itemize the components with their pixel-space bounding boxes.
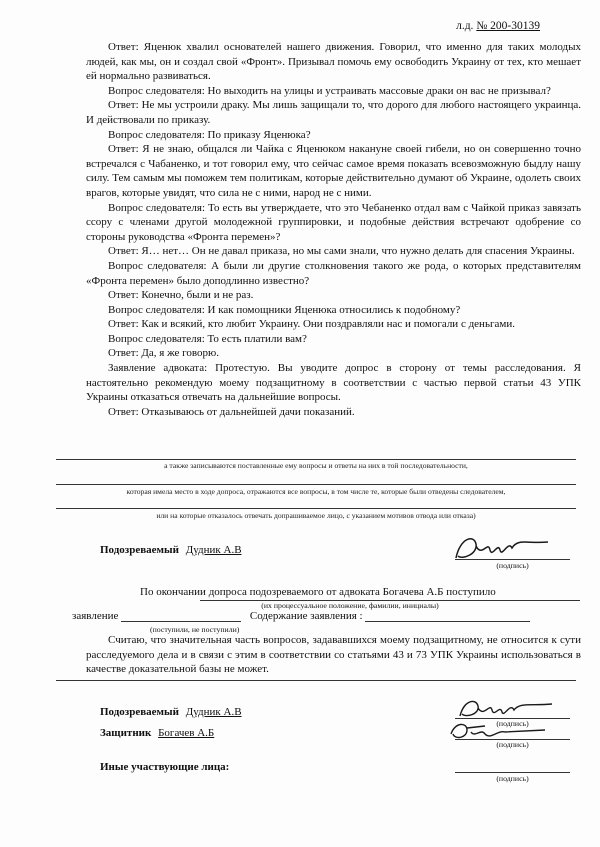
suspect-name: Дудник А.В	[185, 544, 242, 556]
form-note-line-3: или на которые отказалось отвечать допрашиваемое лицо, с указанием мотивов отвода или отказа)	[156, 511, 476, 520]
form-rule-line	[56, 484, 576, 485]
form-rule-line	[56, 459, 576, 460]
paragraph: Ответ: Конечно, были и не раз.	[108, 289, 254, 302]
statement-content-line	[365, 610, 530, 622]
paragraph: Ответ: Да, я же говорю.	[108, 347, 219, 360]
paragraph: Вопрос следователя: И как помощники Яценюка относились к подобному?	[108, 303, 461, 316]
paragraph: Вопрос следователя: То есть вы утверждаете, что это Чебаненко отдал вам с Чайкой приказ завязать ссору с членами другой молодежной группировки, и подобные действия встречают одобрение со стороны руководства «Фронта перемен»?	[86, 201, 581, 243]
statement-status-line	[121, 610, 241, 622]
lawyer-statement	[86, 633, 581, 677]
signature-line	[455, 772, 570, 773]
suspect-name: Дудник А.В	[185, 706, 242, 718]
case-reference-prefix: л.д.	[456, 20, 474, 32]
suspect-label: Подозреваемый	[100, 544, 179, 556]
paragraph: Ответ: Как и всякий, кто любит Украину. Они поздравляли нас и помогали с деньгами.	[108, 318, 515, 331]
case-reference-number: № 200-30139	[476, 20, 540, 32]
signature-caption: (подпись)	[496, 740, 529, 749]
interrogation-text	[86, 40, 581, 419]
paragraph: Ответ: Я… нет… Он не давал приказа, но мы сами знали, что нужно делать для спасения Украины.	[108, 245, 575, 258]
completion-caption: (их процессуальное положение, фамилии, инициалы)	[261, 601, 439, 610]
statement-status-caption: (поступили, не поступили)	[150, 625, 240, 634]
lawyer-statement-text: Считаю, что значительная часть вопросов, задававшихся моему подзащитному, не относится к сути расследуемого дела и в связи с этим в соответствии со статьями 43 и 73 УПК Украины использоваться в качестве доказательной базы не может.	[86, 634, 581, 676]
statement-row	[72, 610, 530, 622]
paragraph: Вопрос следователя: Но выходить на улицы и устраивать массовые драки он вас не призывал?	[108, 84, 551, 97]
defender-label: Защитник	[100, 727, 152, 739]
signature-line	[455, 559, 570, 560]
paragraph: Заявление адвоката: Протестую. Вы уводите допрос в сторону от темы расследования. Я настоятельно рекомендую моему подзащитному в соответствии с частью первой статьи 43 УПК Украины отказаться отвечать на дальнейшие вопросы.	[86, 362, 581, 404]
defender-name: Богачев А.Б	[158, 727, 215, 739]
paragraph: Ответ: Яценюк хвалил основателей нашего движения. Говорил, что именно для таких молодых людей, как мы, он и создал свой «Фронт». Призывал помочь ему освободить Украину от тех, кто мешает ей нормально развиваться.	[86, 41, 581, 83]
signature-caption: (подпись)	[496, 719, 529, 728]
paragraph: Ответ: Я не знаю, общался ли Чайка с Яценюком накануне своей гибели, но он совершенно точно встречался с Чабаненко, и тот говорил ему, что сейчас самое время показать всевозможную быдлу нашу силу. Тем самым мы поможем тем политикам, которые действительно думают об Украине, одолеть своих врагов, которые увидят, что сила не с ними, народ не с ними.	[86, 143, 581, 199]
completion-text: По окончании допроса подозреваемого от адвоката Богачева А.Б поступило	[140, 586, 496, 598]
others-label: Иные участвующие лица:	[100, 761, 230, 773]
paragraph: Вопрос следователя: По приказу Яценюка?	[108, 128, 311, 141]
case-reference	[456, 20, 540, 32]
form-rule-line	[56, 680, 576, 681]
suspect-label: Подозреваемый	[100, 706, 179, 718]
signature-caption: (подпись)	[496, 561, 529, 570]
statement-label: заявление	[72, 610, 119, 622]
paragraph: Ответ: Не мы устроили драку. Мы лишь защищали то, что дорого для любого настоящего украинца. И действовали по приказу.	[86, 99, 581, 126]
statement-content-label: Содержание заявления :	[249, 610, 363, 622]
form-note-line-2: которая имела место в ходе допроса, отражаются все вопросы, в том числе те, которые были отведены следователем,	[126, 487, 506, 496]
paragraph: Вопрос следователя: То есть платили вам?	[108, 332, 307, 345]
form-note-line-1: а также записываются поставленные ему вопросы и ответы на них в той последовательности,	[164, 461, 468, 470]
form-rule-line	[56, 508, 576, 509]
paragraph: Вопрос следователя: А были ли другие столкновения такого же рода, о которых представителям «Фронта перемен» было доподлинно известно?	[86, 259, 581, 287]
paragraph: Ответ: Отказываюсь от дальнейшей дачи показаний.	[108, 405, 355, 418]
signature-caption: (подпись)	[496, 774, 529, 783]
